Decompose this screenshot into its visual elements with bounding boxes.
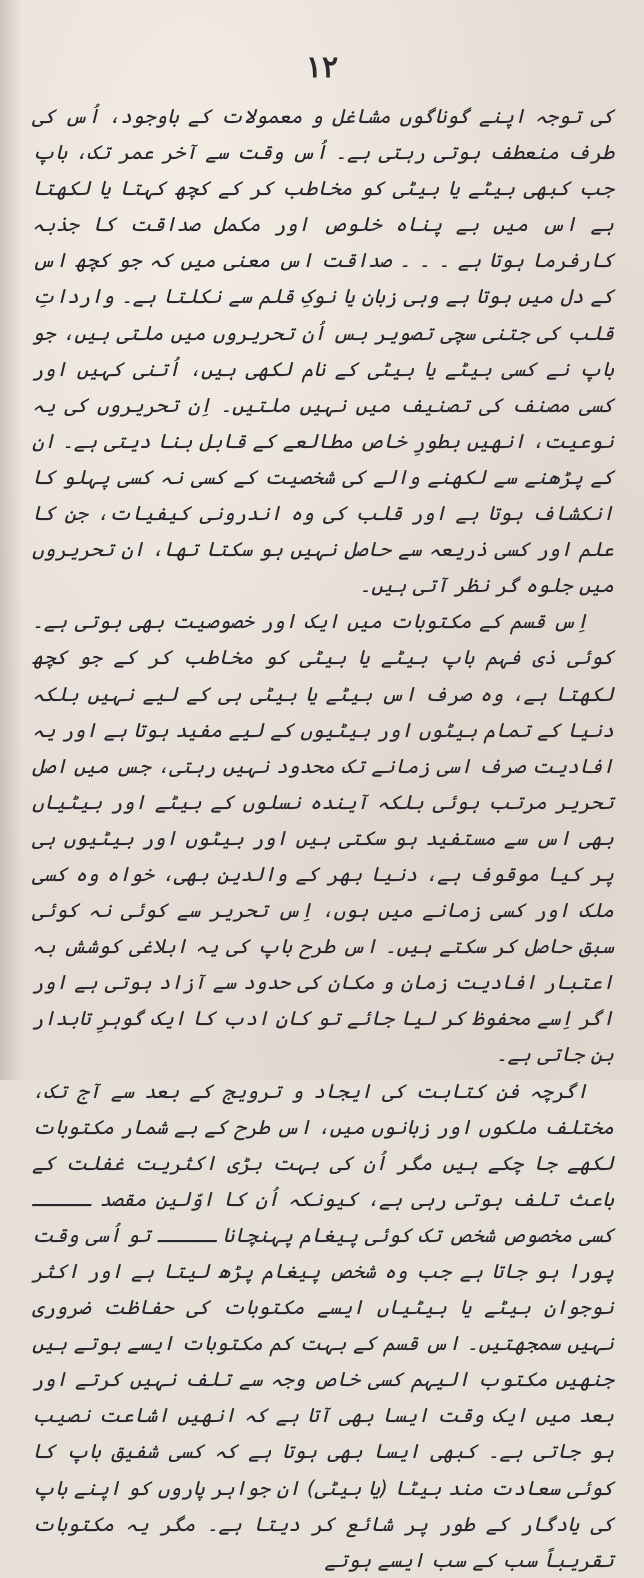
paragraph-2: اِس قسم کے مکتوبات میں ایک اور خصوصیت بھی ہوتی ہے۔ کوئی ذی فہم باپ بیٹے یا بیٹی کو مخاطب کر کے جو کچھ لکھتا ہے، وہ صرف اس بیٹے یا بیٹی ہی کے لیے نہیں بلکہ دنیا کے تمام بیٹوں اور بیٹیوں کے لیے مفید ہوتا ہے اور یہ افادیت صرف اسی زمانے تک محدود نہیں رہتی، جس میں اصل تحریر مرتب ہوئی بلکہ آیندہ نسلوں کے بیٹے اور بیٹیاں بھی اس سے مستفید ہو سکتی ہیں اور بیٹوں اور بیٹیوں ہی پر کیا موقوف ہے، دنیا بھر کے والدین بھی، خواہ وہ کسی ملک اور کسی زمانے میں ہوں، اِس تحریر سے کوئی نہ کوئی سبق حاصل کر سکتے ہیں۔ اس طرح باپ کی یہ ابلاغی کوشش بہ اعتبار افادیت زمان و مکان کی حدود سے آزاد ہوتی ہے اور اگر اِسے محفوظ کر لیا جائے تو کانِ ادب کا ایک گوہرِ تابدار بن جاتی ہے۔: [32, 609, 614, 1067]
page-number: ۱۲: [305, 50, 339, 85]
paragraph-3: اگرچہ فنِ کتابت کی ایجاد و ترویج کے بعد سے آج تک، مختلف ملکوں اور زبانوں میں، اس طرح کے بے شمار مکتوبات لکھے جا چکے ہیں مگر اُن کی بہت بڑی اکثریت غفلت کے باعث تلف ہوتی رہی ہے، کیونکہ اُن کا اوّلین مقصد ـــــ کسی مخصوص شخص تک کوئی پیغام پہنچانا ـــــ تو اُسی وقت پورا ہو جاتا ہے جب وہ شخص پیغام پڑھ لیتا ہے اور اکثر نوجوان بیٹے یا بیٹیاں ایسے مکتوبات کی حفاظت ضروری نہیں سمجھتیں۔ اس قسم کے بہت کم مکتوبات ایسے ہوتے ہیں جنھیں مکتوب الیہم کسی خاص وجہ سے تلف نہیں کرتے اور بعد میں ایک وقت ایسا بھی آتا ہے کہ انھیں اشاعت نصیب ہو جاتی ہے۔ کبھی ایسا بھی ہوتا ہے کہ کسی شفیق باپ کا کوئی سعادت مند بیٹا (یا بیٹی) ان جواہر پاروں کو اپنے باپ کی یادگار کے طور پر شائع کر دیتا ہے۔ مگر یہ مکتوبات تقریباً سب کے سب ایسے ہوتے: [32, 1078, 614, 1572]
paragraph-1: کی توجہ اپنے گوناگوں مشاغل و معمولات کے باوجود، اُس کی طرف منعطف ہوتی رہتی ہے۔ اُس وقت سے آخر عمر تک، باپ جب کبھی بیٹے یا بیٹی کو مخاطب کر کے کچھ کہتا یا لکھتا ہے اس میں بے پناہ خلوص اور مکمل صداقت کا جذبہ کارفرما ہوتا ہے ۔ ۔ ۔ صداقت اس معنی میں کہ جو کچھ اس کے دل میں ہوتا ہے وہی زبان یا نوکِ قلم سے نکلتا ہے۔ وارداتِ قلب کی جتنی سچی تصویر بس اُن تحریروں میں ملتی ہیں، جو باپ نے کسی بیٹے یا بیٹی کے نام لکھی ہیں، اُتنی کہیں اور کسی مصنف کی تصنیف میں نہیں ملتیں۔ اِن تحریروں کی یہ نوعیت، انھیں بطورِ خاص مطالعے کے قابل بنا دیتی ہے۔ ان کے پڑھنے سے لکھنے والے کی شخصیت کے کسی نہ کسی پہلو کا انکشاف ہوتا ہے اور قلب کی وہ اندرونی کیفیات، جن کا علم اور کسی ذریعہ سے حاصل نہیں ہو سکتا تھا، ان تحریروں میں جلوہ گر نظر آتی ہیں۔: [32, 104, 614, 598]
page-binding-shadow: [0, 0, 22, 1080]
body-text: [32, 98, 614, 1578]
